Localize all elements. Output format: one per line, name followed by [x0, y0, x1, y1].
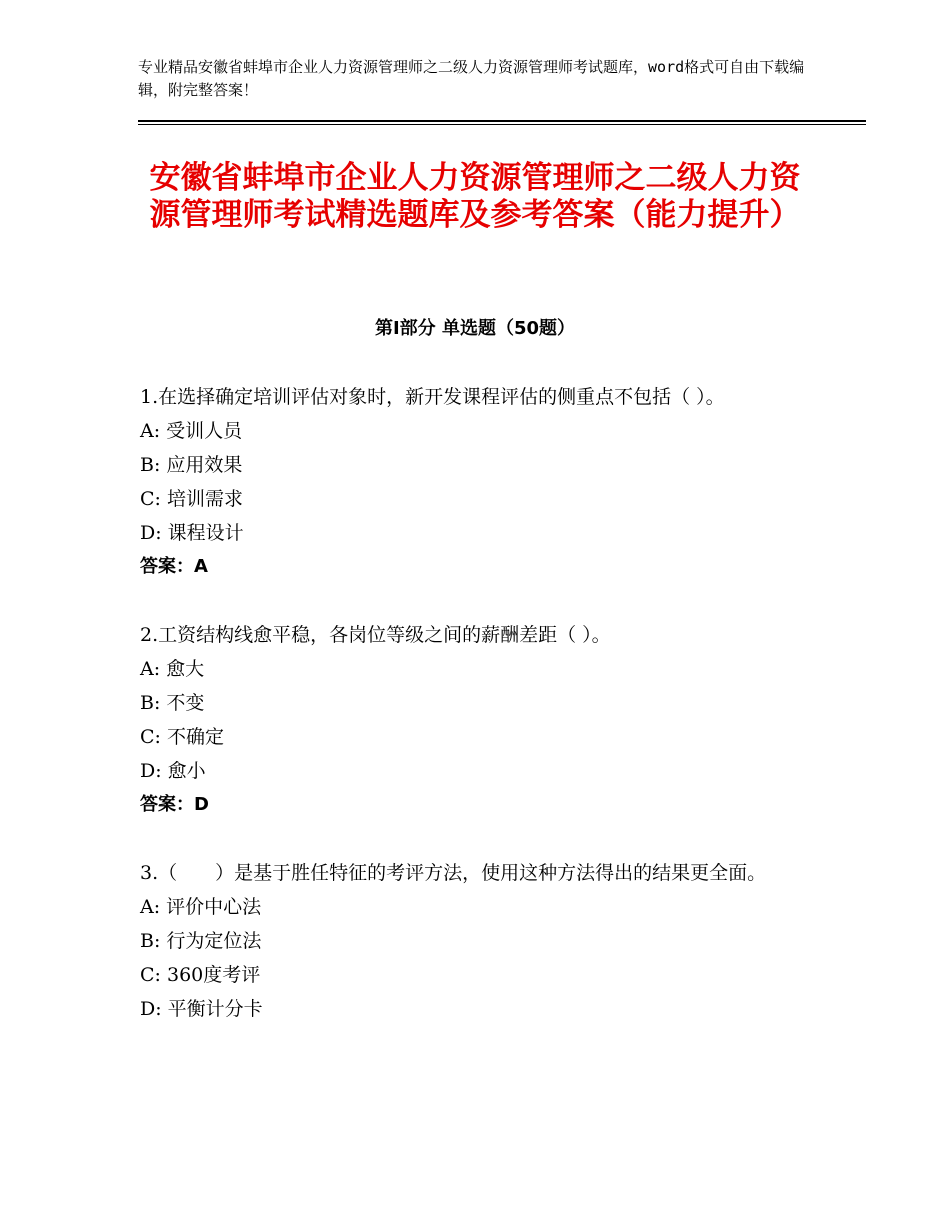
section-title: 第Ⅰ部分 单选题（50题） [374, 318, 575, 339]
answer: 答案：D [140, 794, 209, 815]
option-d: D: 平衡计分卡 [140, 998, 263, 1020]
question-2 [140, 618, 820, 822]
question-1 [140, 380, 820, 584]
option-b: B: 不变 [140, 692, 205, 714]
answer: 答案：A [140, 556, 208, 577]
option-b: B: 行为定位法 [140, 930, 262, 952]
question-stem: 3.（ ）是基于胜任特征的考评方法，使用这种方法得出的结果更全面。 [140, 862, 767, 884]
option-b: B: 应用效果 [140, 454, 243, 476]
option-d: D: 愈小 [140, 760, 206, 782]
option-a: A: 愈大 [140, 658, 205, 680]
option-a: A: 受训人员 [140, 420, 243, 442]
question-stem: 1.在选择确定培训评估对象时，新开发课程评估的侧重点不包括（ ）。 [140, 386, 725, 408]
question-3 [140, 856, 820, 1026]
document-title: 安徽省蚌埠市企业人力资源管理师之二级人力资源管理师考试精选题库及参考答案（能力提升） [149, 160, 801, 233]
option-c: C: 360度考评 [140, 964, 261, 986]
question-list [140, 380, 820, 1060]
question-stem: 2.工资结构线愈平稳，各岗位等级之间的薪酬差距（ ）。 [140, 624, 611, 646]
option-c: C: 培训需求 [140, 488, 243, 510]
option-d: D: 课程设计 [140, 522, 244, 544]
header-divider-thick [138, 120, 866, 122]
option-a: A: 评价中心法 [140, 896, 262, 918]
header-divider-thin [138, 124, 866, 125]
header-note: 专业精品安徽省蚌埠市企业人力资源管理师之二级人力资源管理师考试题库，word格式可自由下载编辑，附完整答案！ [138, 58, 805, 99]
option-c: C: 不确定 [140, 726, 224, 748]
